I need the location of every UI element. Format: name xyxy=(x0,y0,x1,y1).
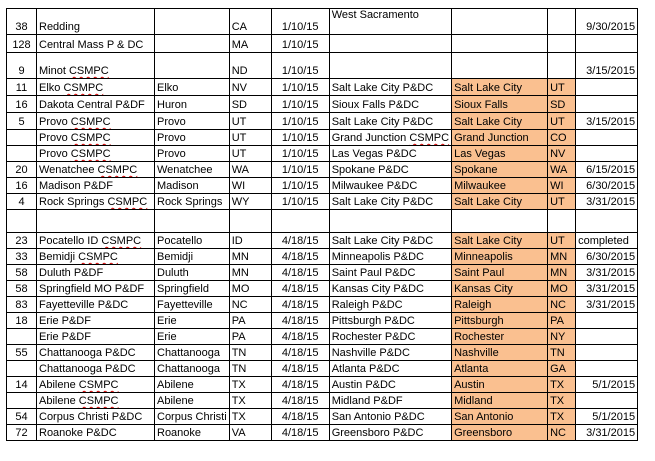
spellcheck-word: CSMPC xyxy=(70,148,111,160)
city-cell[interactable] xyxy=(155,35,230,53)
city-cell[interactable]: Erie xyxy=(155,313,230,329)
date-cell[interactable]: 4/18/15 xyxy=(271,233,329,249)
end-date-cell[interactable]: 9/30/2015 xyxy=(576,9,638,35)
destination-city-cell[interactable] xyxy=(452,53,548,79)
end-date-cell[interactable] xyxy=(576,313,638,329)
state-cell[interactable]: UT xyxy=(229,146,271,162)
destination-state-cell[interactable]: NC xyxy=(548,297,576,313)
destination-state-cell[interactable] xyxy=(548,53,576,79)
city-cell[interactable]: Provo xyxy=(155,146,230,162)
date-cell[interactable]: 4/18/15 xyxy=(271,313,329,329)
state-cell[interactable]: MA xyxy=(229,35,271,53)
date-cell[interactable]: 4/18/15 xyxy=(271,265,329,281)
date-cell[interactable]: 1/10/15 xyxy=(271,130,329,146)
city-cell[interactable] xyxy=(155,9,230,35)
destination-city-cell[interactable]: Salt Lake City xyxy=(452,194,548,210)
date-cell[interactable]: 4/18/15 xyxy=(271,409,329,425)
destination-city-cell[interactable]: Sioux Falls xyxy=(452,96,548,113)
spellcheck-word: CSMPC xyxy=(70,116,111,128)
destination-state-cell[interactable]: MN xyxy=(548,249,576,265)
date-cell[interactable]: 4/18/15 xyxy=(271,425,329,441)
end-date-cell[interactable]: completed xyxy=(576,233,638,249)
city-cell[interactable]: Corpus Christi xyxy=(155,409,230,425)
end-date-cell[interactable] xyxy=(576,146,638,162)
table-row xyxy=(7,178,638,194)
table-row xyxy=(7,265,638,281)
table-row xyxy=(7,162,638,178)
destination-city-cell[interactable]: Grand Junction xyxy=(452,130,548,146)
destination-city-cell[interactable]: Minneapolis xyxy=(452,249,548,265)
facility-cell[interactable]: Central Mass P & DC xyxy=(37,35,155,53)
destination-cell[interactable]: West Sacramento xyxy=(329,9,451,35)
state-cell[interactable]: MN xyxy=(229,249,271,265)
destination-cell[interactable]: Salt Lake City P&DC xyxy=(329,194,451,210)
destination-city-cell[interactable]: Rochester xyxy=(452,329,548,345)
destination-state-cell[interactable] xyxy=(548,210,576,233)
state-cell[interactable]: ND xyxy=(229,53,271,79)
table-row xyxy=(7,146,638,162)
destination-state-cell[interactable]: GA xyxy=(548,361,576,377)
date-cell[interactable]: 4/18/15 xyxy=(271,329,329,345)
row-number-cell[interactable]: 20 xyxy=(7,162,37,178)
city-cell[interactable]: Provo xyxy=(155,130,230,146)
table-row xyxy=(7,297,638,313)
city-cell[interactable]: Pocatello xyxy=(155,233,230,249)
city-cell[interactable]: Huron xyxy=(155,96,230,113)
state-cell[interactable]: TN xyxy=(229,361,271,377)
destination-city-cell[interactable]: Saint Paul xyxy=(452,265,548,281)
row-number-cell[interactable]: 33 xyxy=(7,249,37,265)
destination-city-cell[interactable]: Austin xyxy=(452,377,548,393)
date-cell[interactable]: 1/10/15 xyxy=(271,96,329,113)
destination-city-cell[interactable]: Salt Lake City xyxy=(452,233,548,249)
state-cell[interactable]: VA xyxy=(229,425,271,441)
destination-cell[interactable]: Saint Paul P&DC xyxy=(329,265,451,281)
end-date-cell[interactable] xyxy=(576,329,638,345)
row-number-cell[interactable]: 18 xyxy=(7,313,37,329)
facility-cell[interactable]: Redding xyxy=(37,9,155,35)
city-cell[interactable]: Rock Springs xyxy=(155,194,230,210)
destination-city-cell[interactable]: Kansas City xyxy=(452,281,548,297)
end-date-cell[interactable] xyxy=(576,130,638,146)
destination-state-cell[interactable]: NY xyxy=(548,329,576,345)
destination-city-cell[interactable]: Raleigh xyxy=(452,297,548,313)
state-cell[interactable]: SD xyxy=(229,96,271,113)
destination-state-cell[interactable]: SD xyxy=(548,96,576,113)
facility-cell[interactable]: Madison P&DF xyxy=(37,178,155,194)
facility-cell[interactable]: Pocatello ID CSMPC xyxy=(37,233,155,249)
spellcheck-word: CSMPC xyxy=(78,395,119,407)
row-number-cell[interactable] xyxy=(7,329,37,345)
destination-state-cell[interactable] xyxy=(548,9,576,35)
city-cell[interactable]: Bemidji xyxy=(155,249,230,265)
facility-cell[interactable]: Erie P&DF xyxy=(37,329,155,345)
date-cell[interactable]: 1/10/15 xyxy=(271,53,329,79)
destination-cell[interactable]: Las Vegas P&DC xyxy=(329,146,451,162)
destination-state-cell[interactable]: NV xyxy=(548,146,576,162)
destination-city-cell[interactable]: Salt Lake City xyxy=(452,79,548,96)
table-row xyxy=(7,249,638,265)
destination-state-cell[interactable]: UT xyxy=(548,113,576,130)
destination-cell[interactable] xyxy=(329,35,451,53)
destination-cell[interactable]: Kansas City P&DC xyxy=(329,281,451,297)
destination-state-cell[interactable]: UT xyxy=(548,233,576,249)
destination-state-cell[interactable]: PA xyxy=(548,313,576,329)
destination-cell[interactable]: Greensboro P&DC xyxy=(329,425,451,441)
facility-cell[interactable]: Chattanooga P&DC xyxy=(37,345,155,361)
destination-state-cell[interactable]: NC xyxy=(548,425,576,441)
row-number-cell[interactable]: 16 xyxy=(7,178,37,194)
destination-cell[interactable]: Midland P&DF xyxy=(329,393,451,409)
destination-cell[interactable]: Minneapolis P&DC xyxy=(329,249,451,265)
destination-cell[interactable]: Sioux Falls P&DC xyxy=(329,96,451,113)
state-cell[interactable]: PA xyxy=(229,329,271,345)
spellcheck-word: CSMPC xyxy=(97,164,138,176)
state-cell[interactable]: TN xyxy=(229,345,271,361)
state-cell[interactable]: TX xyxy=(229,409,271,425)
destination-state-cell[interactable]: WI xyxy=(548,178,576,194)
destination-cell[interactable]: Salt Lake City P&DC xyxy=(329,79,451,96)
end-date-cell[interactable] xyxy=(576,79,638,96)
table-row xyxy=(7,345,638,361)
end-date-cell[interactable] xyxy=(576,35,638,53)
date-cell[interactable]: 4/18/15 xyxy=(271,345,329,361)
destination-city-cell[interactable]: Milwaukee xyxy=(452,178,548,194)
row-number-cell[interactable] xyxy=(7,361,37,377)
table-row xyxy=(7,425,638,441)
destination-cell[interactable]: Salt Lake City P&DC xyxy=(329,113,451,130)
destination-state-cell[interactable]: UT xyxy=(548,79,576,96)
state-cell[interactable]: WI xyxy=(229,178,271,194)
city-cell[interactable]: Springfield xyxy=(155,281,230,297)
facility-cell[interactable]: Minot CSMPC xyxy=(37,53,155,79)
date-cell[interactable]: 1/10/15 xyxy=(271,162,329,178)
state-cell[interactable]: MO xyxy=(229,281,271,297)
facility-cell[interactable]: Provo CSMPC xyxy=(37,130,155,146)
end-date-cell[interactable]: 5/1/2015 xyxy=(576,377,638,393)
date-cell[interactable]: 4/18/15 xyxy=(271,297,329,313)
spellcheck-word: CSMPC xyxy=(409,132,450,144)
destination-state-cell[interactable] xyxy=(548,35,576,53)
table-row xyxy=(7,35,638,53)
end-date-cell[interactable]: 6/15/2015 xyxy=(576,162,638,178)
end-date-cell[interactable] xyxy=(576,345,638,361)
table-row xyxy=(7,233,638,249)
date-cell[interactable]: 1/10/15 xyxy=(271,35,329,53)
date-cell[interactable]: 4/18/15 xyxy=(271,249,329,265)
end-date-cell[interactable]: 5/1/2015 xyxy=(576,409,638,425)
facility-cell[interactable]: Duluth P&DF xyxy=(37,265,155,281)
destination-city-cell[interactable] xyxy=(452,210,548,233)
facility-cell[interactable]: Provo CSMPC xyxy=(37,113,155,130)
row-number-cell[interactable]: 4 xyxy=(7,194,37,210)
spellcheck-word: CSMPC xyxy=(68,65,109,77)
state-cell[interactable]: UT xyxy=(229,130,271,146)
destination-city-cell[interactable]: Midland xyxy=(452,393,548,409)
spellcheck-word: CSMPC xyxy=(63,82,104,94)
date-cell[interactable]: 1/10/15 xyxy=(271,9,329,35)
state-cell[interactable]: TX xyxy=(229,393,271,409)
facility-cell[interactable]: Chattanooga P&DC xyxy=(37,361,155,377)
destination-state-cell[interactable]: WA xyxy=(548,162,576,178)
facility-cell[interactable]: Wenatchee CSMPC xyxy=(37,162,155,178)
state-cell[interactable]: ID xyxy=(229,233,271,249)
date-cell[interactable]: 1/10/15 xyxy=(271,194,329,210)
city-cell[interactable] xyxy=(155,210,230,233)
table-row xyxy=(7,79,638,96)
facility-cell[interactable]: Roanoke P&DC xyxy=(37,425,155,441)
end-date-cell[interactable] xyxy=(576,210,638,233)
destination-city-cell[interactable]: Pittsburgh xyxy=(452,313,548,329)
state-cell[interactable]: WY xyxy=(229,194,271,210)
table-row xyxy=(7,329,638,345)
facility-cell[interactable]: Provo CSMPC xyxy=(37,146,155,162)
destination-city-cell[interactable]: Atlanta xyxy=(452,361,548,377)
spellcheck-word: CSMPC xyxy=(101,235,142,247)
row-number-cell[interactable]: 14 xyxy=(7,377,37,393)
city-cell[interactable]: Provo xyxy=(155,113,230,130)
date-cell[interactable]: 1/10/15 xyxy=(271,178,329,194)
destination-city-cell[interactable]: San Antonio xyxy=(452,409,548,425)
destination-cell[interactable]: Atlanta P&DC xyxy=(329,361,451,377)
facility-cell[interactable]: Erie P&DF xyxy=(37,313,155,329)
state-cell[interactable]: TX xyxy=(229,377,271,393)
destination-city-cell[interactable] xyxy=(452,9,548,35)
city-cell[interactable]: Abilene xyxy=(155,393,230,409)
destination-cell[interactable]: Austin P&DC xyxy=(329,377,451,393)
destination-city-cell[interactable]: Salt Lake City xyxy=(452,113,548,130)
city-cell[interactable]: Duluth xyxy=(155,265,230,281)
spreadsheet-table xyxy=(6,8,638,441)
spellcheck-word: CSMPC xyxy=(78,379,119,391)
end-date-cell[interactable]: 6/30/2015 xyxy=(576,178,638,194)
date-cell[interactable]: 4/18/15 xyxy=(271,361,329,377)
facility-cell[interactable]: Abilene CSMPC xyxy=(37,377,155,393)
row-number-cell[interactable]: 128 xyxy=(7,35,37,53)
facility-cell[interactable]: Abilene CSMPC xyxy=(37,393,155,409)
table-row xyxy=(7,377,638,393)
state-cell[interactable]: CA xyxy=(229,9,271,35)
end-date-cell[interactable]: 3/15/2015 xyxy=(576,113,638,130)
table-row xyxy=(7,194,638,210)
city-cell[interactable]: Roanoke xyxy=(155,425,230,441)
destination-state-cell[interactable]: TX xyxy=(548,409,576,425)
row-number-cell[interactable]: 9 xyxy=(7,53,37,79)
end-date-cell[interactable]: 6/30/2015 xyxy=(576,249,638,265)
destination-cell[interactable] xyxy=(329,53,451,79)
row-number-cell[interactable] xyxy=(7,146,37,162)
end-date-cell[interactable] xyxy=(576,393,638,409)
destination-state-cell[interactable]: TX xyxy=(548,393,576,409)
destination-cell[interactable]: Raleigh P&DC xyxy=(329,297,451,313)
facility-cell[interactable]: Fayetteville P&DC xyxy=(37,297,155,313)
row-number-cell[interactable]: 11 xyxy=(7,79,37,96)
facility-cell[interactable]: Rock Springs CSMPC xyxy=(37,194,155,210)
facility-cell[interactable]: Elko CSMPC xyxy=(37,79,155,96)
end-date-cell[interactable] xyxy=(576,96,638,113)
row-number-cell[interactable]: 83 xyxy=(7,297,37,313)
end-date-cell[interactable]: 3/31/2015 xyxy=(576,281,638,297)
date-cell[interactable]: 1/10/15 xyxy=(271,79,329,96)
destination-state-cell[interactable]: MN xyxy=(548,265,576,281)
spellcheck-word: CSMPC xyxy=(78,251,118,263)
date-cell[interactable] xyxy=(271,210,329,233)
destination-state-cell[interactable]: CO xyxy=(548,130,576,146)
row-number-cell[interactable]: 38 xyxy=(7,9,37,35)
table-row xyxy=(7,113,638,130)
table-row xyxy=(7,210,638,233)
table-row xyxy=(7,409,638,425)
row-number-cell[interactable] xyxy=(7,130,37,146)
row-number-cell[interactable] xyxy=(7,210,37,233)
end-date-cell[interactable] xyxy=(576,361,638,377)
table-row xyxy=(7,9,638,35)
facility-cell[interactable]: Dakota Central P&DF xyxy=(37,96,155,113)
date-cell[interactable]: 4/18/15 xyxy=(271,393,329,409)
city-cell[interactable] xyxy=(155,53,230,79)
date-cell[interactable]: 1/10/15 xyxy=(271,113,329,130)
city-cell[interactable]: Wenatchee xyxy=(155,162,230,178)
city-cell[interactable]: Abilene xyxy=(155,377,230,393)
row-number-cell[interactable]: 23 xyxy=(7,233,37,249)
destination-cell[interactable]: Nashville P&DC xyxy=(329,345,451,361)
destination-city-cell[interactable]: Greensboro xyxy=(452,425,548,441)
destination-cell[interactable]: Salt Lake City P&DC xyxy=(329,233,451,249)
table-row xyxy=(7,96,638,113)
date-cell[interactable]: 4/18/15 xyxy=(271,377,329,393)
destination-city-cell[interactable] xyxy=(452,35,548,53)
end-date-cell[interactable]: 3/15/2015 xyxy=(576,53,638,79)
destination-state-cell[interactable]: MO xyxy=(548,281,576,297)
destination-state-cell[interactable]: UT xyxy=(548,194,576,210)
state-cell[interactable] xyxy=(229,210,271,233)
end-date-cell[interactable]: 3/31/2015 xyxy=(576,297,638,313)
state-cell[interactable]: PA xyxy=(229,313,271,329)
state-cell[interactable]: NV xyxy=(229,79,271,96)
state-cell[interactable]: NC xyxy=(229,297,271,313)
end-date-cell[interactable]: 3/31/2015 xyxy=(576,265,638,281)
row-number-cell[interactable]: 55 xyxy=(7,345,37,361)
destination-cell[interactable]: Spokane P&DC xyxy=(329,162,451,178)
table-row xyxy=(7,393,638,409)
date-cell[interactable]: 1/10/15 xyxy=(271,146,329,162)
destination-cell[interactable] xyxy=(329,210,451,233)
city-cell[interactable]: Erie xyxy=(155,329,230,345)
row-number-cell[interactable]: 54 xyxy=(7,409,37,425)
end-date-cell[interactable]: 3/31/2015 xyxy=(576,425,638,441)
end-date-cell[interactable]: 3/31/2015 xyxy=(576,194,638,210)
city-cell[interactable]: Fayetteville xyxy=(155,297,230,313)
facility-cell[interactable] xyxy=(37,210,155,233)
destination-city-cell[interactable]: Spokane xyxy=(452,162,548,178)
table-row xyxy=(7,281,638,297)
state-cell[interactable]: WA xyxy=(229,162,271,178)
spellcheck-word: CSMPC xyxy=(70,132,111,144)
date-cell[interactable]: 4/18/15 xyxy=(271,281,329,297)
destination-cell[interactable]: Pittsburgh P&DC xyxy=(329,313,451,329)
facility-cell[interactable]: Corpus Christi P&DC xyxy=(37,409,155,425)
row-number-cell[interactable]: 72 xyxy=(7,425,37,441)
table-row xyxy=(7,361,638,377)
facility-cell[interactable]: Springfield MO P&DF xyxy=(37,281,155,297)
spellcheck-word: CSMPC xyxy=(107,196,148,208)
city-cell[interactable]: Elko xyxy=(155,79,230,96)
destination-cell[interactable]: Grand Junction CSMPC xyxy=(329,130,451,146)
table-row xyxy=(7,313,638,329)
destination-state-cell[interactable]: TX xyxy=(548,377,576,393)
city-cell[interactable]: Madison xyxy=(155,178,230,194)
row-number-cell[interactable]: 58 xyxy=(7,265,37,281)
state-cell[interactable]: MN xyxy=(229,265,271,281)
destination-state-cell[interactable]: TN xyxy=(548,345,576,361)
destination-cell[interactable]: Rochester P&DC xyxy=(329,329,451,345)
row-number-cell[interactable] xyxy=(7,393,37,409)
state-cell[interactable]: UT xyxy=(229,113,271,130)
row-number-cell[interactable]: 58 xyxy=(7,281,37,297)
row-number-cell[interactable]: 5 xyxy=(7,113,37,130)
destination-city-cell[interactable]: Nashville xyxy=(452,345,548,361)
destination-cell[interactable]: Milwaukee P&DC xyxy=(329,178,451,194)
row-number-cell[interactable]: 16 xyxy=(7,96,37,113)
destination-cell[interactable]: San Antonio P&DC xyxy=(329,409,451,425)
table-row xyxy=(7,53,638,79)
table-row xyxy=(7,130,638,146)
facility-cell[interactable]: Bemidji CSMPC xyxy=(37,249,155,265)
destination-city-cell[interactable]: Las Vegas xyxy=(452,146,548,162)
city-cell[interactable]: Chattanooga xyxy=(155,361,230,377)
city-cell[interactable]: Chattanooga xyxy=(155,345,230,361)
